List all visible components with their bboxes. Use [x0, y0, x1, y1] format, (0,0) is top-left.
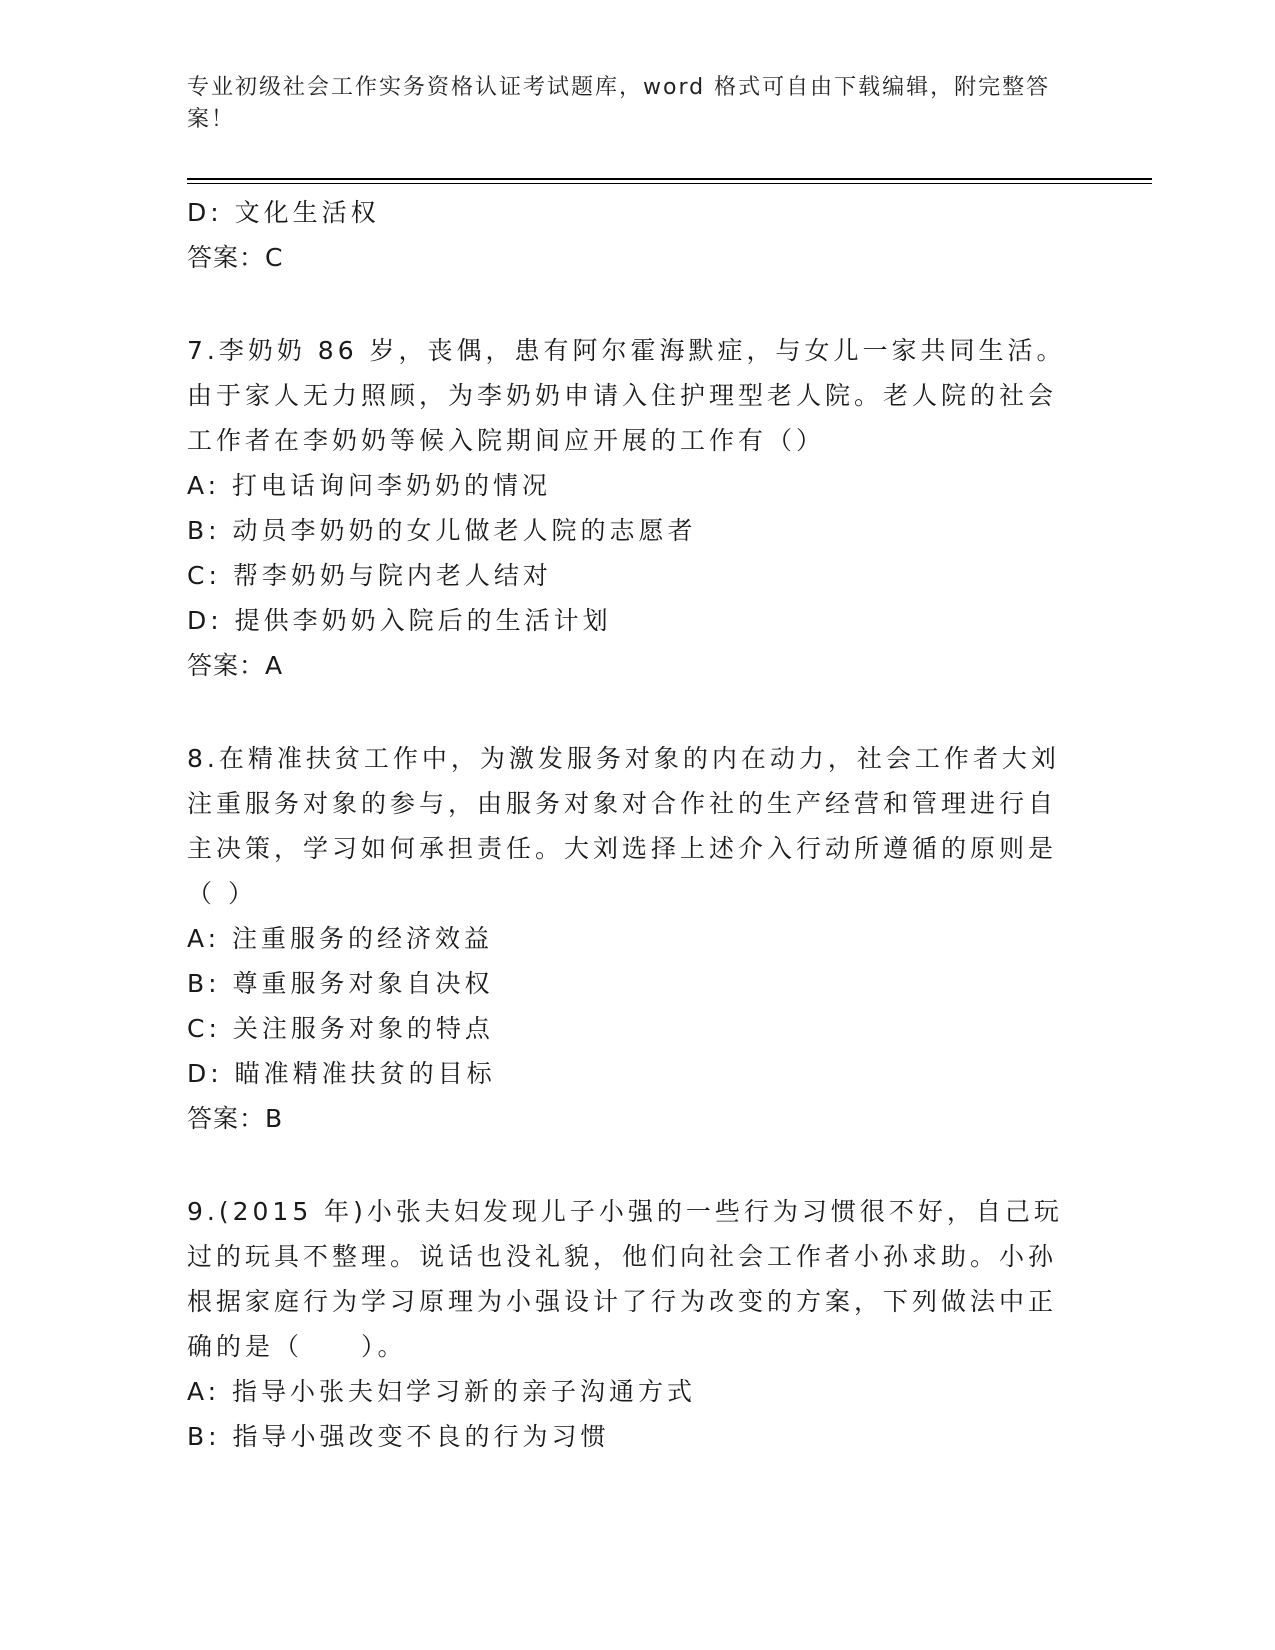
question-7 [187, 328, 1087, 688]
question-9 [187, 1189, 1087, 1459]
option-a: A: 指导小张夫妇学习新的亲子沟通方式 [187, 1377, 697, 1406]
previous-question-tail [187, 190, 1087, 280]
header-rule-thin [187, 183, 1152, 184]
header-rule-thick [187, 178, 1152, 180]
spacer [187, 1141, 1087, 1189]
spacer [187, 688, 1087, 736]
answer-label: 答案：C [187, 243, 284, 272]
question-list [187, 190, 1087, 1459]
option-d: D: 提供李奶奶入院后的生活计划 [187, 606, 612, 635]
answer-label: 答案：A [187, 651, 284, 680]
question-stem: 7.李奶奶 86 岁，丧偶，患有阿尔霍海默症，与女儿一家共同生活。由于家人无力照顾，为李奶奶申请入住护理型老人院。老人院的社会工作者在李奶奶等候入院期间应开展的工作有（） [187, 336, 1066, 455]
option-a: A: 打电话询问李奶奶的情况 [187, 471, 552, 500]
option-c: C: 关注服务对象的特点 [187, 1014, 494, 1043]
option-c: C: 帮李奶奶与院内老人结对 [187, 561, 552, 590]
option-d: D: 瞄准精准扶贫的目标 [187, 1059, 496, 1088]
question-8 [187, 736, 1087, 1141]
option-b: B: 尊重服务对象自决权 [187, 969, 494, 998]
option-b: B: 指导小强改变不良的行为习惯 [187, 1422, 610, 1451]
page-header: 专业初级社会工作实务资格认证考试题库，word 格式可自由下载编辑，附完整答案！ [187, 75, 1051, 132]
option-d: D: 文化生活权 [187, 198, 380, 227]
option-b: B: 动员李奶奶的女儿做老人院的志愿者 [187, 516, 697, 545]
spacer [187, 280, 1087, 328]
answer-label: 答案：B [187, 1104, 284, 1133]
question-stem: 8.在精准扶贫工作中，为激发服务对象的内在动力，社会工作者大刘注重服务对象的参与，由服务对象对合作社的生产经营和管理进行自主决策，学习如何承担责任。大刘选择上述介入行动所遵循的原则是（ ） [187, 744, 1060, 908]
option-a: A: 注重服务的经济效益 [187, 924, 494, 953]
question-stem: 9.(2015 年)小张夫妇发现儿子小强的一些行为习惯很不好，自己玩过的玩具不整理。说话也没礼貌，他们向社会工作者小孙求助。小孙根据家庭行为学习原理为小强设计了行为改变的方案，下列做法中正确的是（ ）。 [187, 1197, 1063, 1361]
